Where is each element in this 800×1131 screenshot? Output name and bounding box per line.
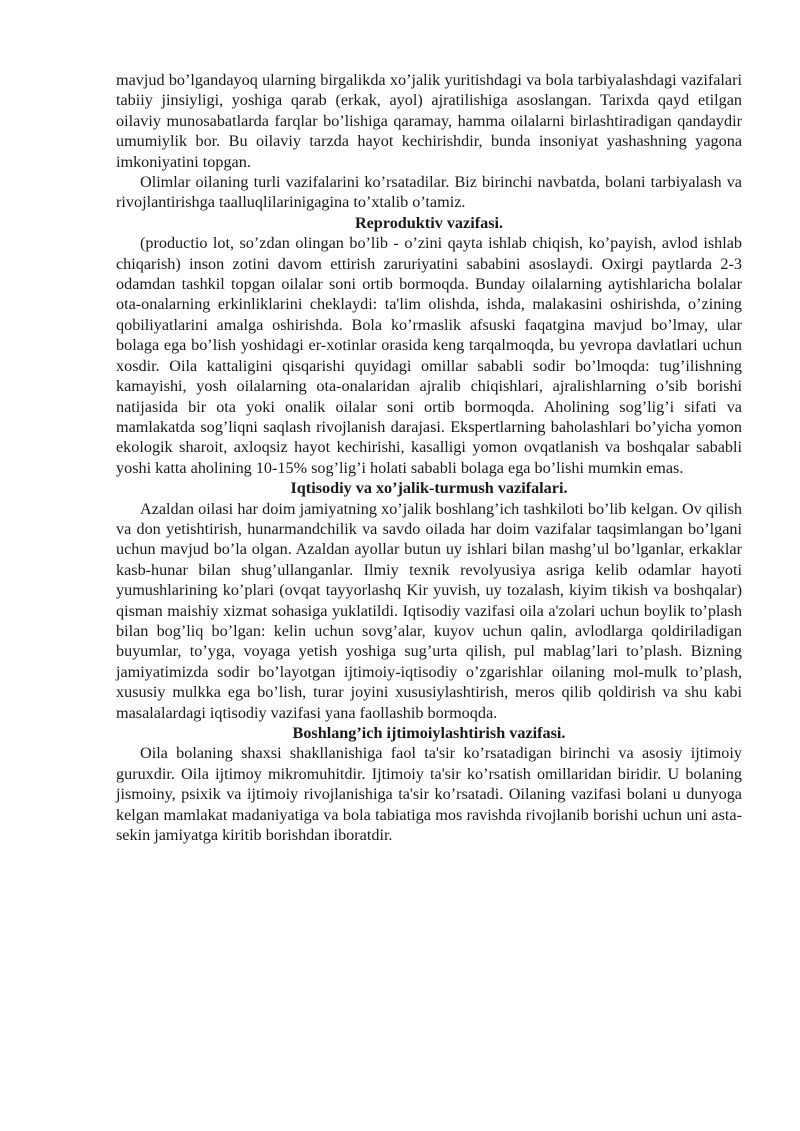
section-paragraph-economic: Azaldan oilasi har doim jamiyatning xo’jalik boshlang’ich tashkiloti bo’lib kelgan. Ov qilish va don yetishtirish, hunarmandchilik va savdo oilada har doim vazifalar taqsimlangan bo’lgani uchun mavjud bo’la olgan. Azaldan ayollar butun uy ishlari bilan mashg’ul bo’lganlar, erkaklar kasb-hunar bilan shug’ullanganlar. Ilmiy texnik revolyusiya asriga kelib odamlar hayoti yumushlarining ko’plari (ovqat tayyorlashq Kir yuvish, uy tozalash, kiyim tikish va boshqalar) qisman maishiy xizmat sohasiga yuklatildi. Iqtisodiy vazifasi oila a'zolari uchun boylik to’plash bilan bog’liq bo’lgan: kelin uchun sovg’alar, kuyov uchun qalin, avlodlarga qoldiriladigan buyumlar, to’yga, voyaga yetish yoshiga sug’urta qilish, pul mablag’lari to’plash. Bizning jamiyatimizda sodir bo’layotgan ijtimoiy-iqtisodiy o’zgarishlar oilaning mol-mulk to’plash, xususiy mulkka ega bo’lish, turar joyini xususiylashtirish, meros qilib qoldirish va shu kabi masalalardagi iqtisodiy vazifasi yana faollashib bormoqda.: [116, 499, 742, 722]
section-heading-economic: Iqtisodiy va xo’jalik-turmush vazifalari.: [290, 479, 568, 498]
document-page: [116, 70, 742, 845]
section-heading-reproductive: Reproduktiv vazifasi.: [354, 213, 504, 232]
section-heading-socialization: Boshlang’ich ijtimoiylashtirish vazifasi.: [292, 724, 566, 742]
intro-paragraph-2: Olimlar oilaning turli vazifalarini ko’rsatadilar. Biz birinchi navbatda, bolani tarbiyalash va rivojlantirishga taalluqlilarinigagina to’xtalib o’tamiz.: [116, 173, 742, 212]
section-paragraph-reproductive: (productio lot, so’zdan olingan bo’lib - o’zini qayta ishlab chiqish, ko’payish, avlod ishlab chiqarish) inson zotini davom ettirish zaruriyatini sababini asoslaydi. Oxirgi paytlarda 2-3 odamdan tashkil topgan oilalar soni ortib bormoqda. Bunday oilalarning aytishlaricha bolalar ota-onalarning erkinliklarini cheklaydi: ta'lim olishda, ishda, malakasini oshirishda, o’zining qobiliyatlarini amalga oshirishda. Bola ko’rmaslik afsuski faqatgina mavjud bo’lmay, ular bolaga ega bo’lish yoshidagi er-xotinlar orasida keng tarqalmoqda, bu yevropa davlatlari uchun xosdir. Oila kattaligini qisqarishi quyidagi omillar sababli sodir bo’lmoqda: tug’ilishning kamayishi, yosh oilalarning ota-onalaridan ajralib chiqishlari, ajralishlarning o’sib borishi natijasida bir ota yoki onalik oilalar soni ortib bormoqda. Aholining sog’lig’i sifati va mamlakatda sog’liqni saqlash rivojlanish darajasi. Ekspertlarning baholashlari bo’yicha yomon ekologik sharoit, axloqsiz hayot kechirishi, kasalligi yomon ovqatlanish va boshqalar sababli yoshi katta aholining 10-15% sog’lig’i holati sababli bolaga ega bo’lishi mumkin emas.: [116, 234, 742, 477]
section-paragraph-socialization: Oila bolaning shaxsi shakllanishiga faol ta'sir ko’rsatadigan birinchi va asosiy ijtimoiy guruxdir. Oila ijtimoy mikromuhitdir. Ijtimoiy ta'sir ko’rsatish omillaridan biridir. U bolaning jismoiny, psixik va ijtimoiy rivojlanishiga ta'sir ko’rsatadi. Oilaning vazifasi bolani u dunyoga kelgan mamlakat madaniyatiga va bola tabiatiga mos ravishda rivojlanib borishi uchun uni asta-sekin jamiyatga kiritib borishdan iboratdir.: [116, 744, 742, 845]
intro-paragraph-1: mavjud bo’lgandayoq ularning birgalikda xo’jalik yuritishdagi va bola tarbiyalashdagi vazifalari tabiiy jinsiyligi, yoshiga qarab (erkak, ayol) ajratilishiga asoslangan. Tarixda qayd etilgan oilaviy munosabatlarda farqlar bo’lishiga qaramay, hamma oilalarni birlashtiradigan qandaydir umumiylik bor. Bu oilaviy tarzda hayot kechirishdir, bunda insoniyat yashashning yagona imkoniyatini topgan.: [116, 71, 742, 171]
